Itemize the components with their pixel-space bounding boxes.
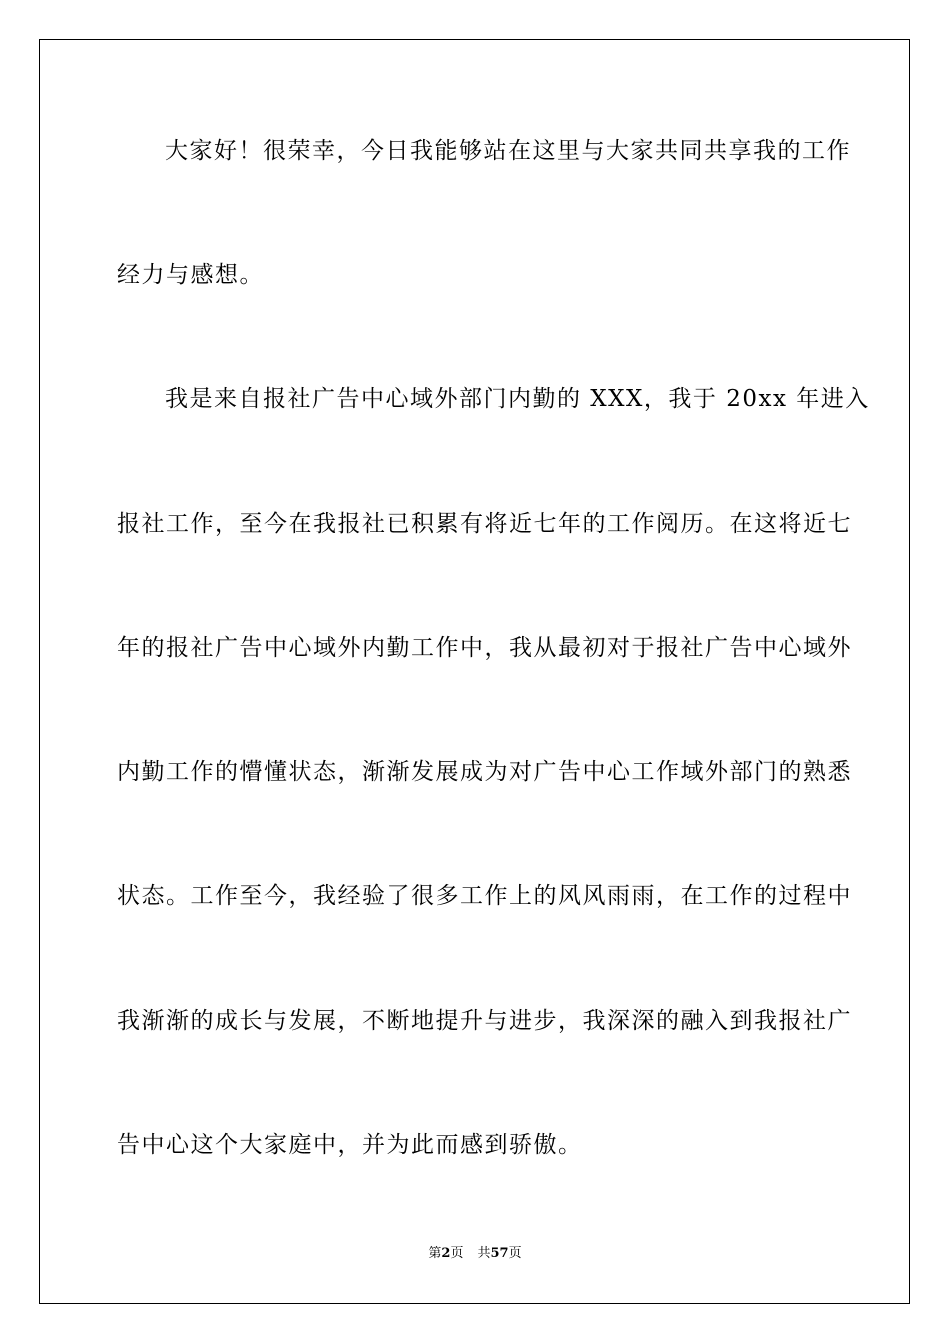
footer-total-pages: 57 (490, 1246, 509, 1261)
footer-page-prefix: 第 (428, 1246, 442, 1261)
paragraph-1-line-2: 经力与感想。 (117, 262, 264, 288)
paragraph-2-line-2: 报社工作，至今在我报社已积累有将近七年的工作阅历。在这将近七 (117, 511, 852, 537)
paragraph-2-line-4: 内勤工作的懵懂状态，渐渐发展成为对广告中心工作域外部门的熟悉 (117, 759, 852, 785)
page-border (39, 39, 910, 1304)
page-footer (0, 1245, 950, 1263)
paragraph-2-line-7: 告中心这个大家庭中，并为此而感到骄傲。 (117, 1132, 583, 1158)
footer-total-unit: 页 (508, 1246, 522, 1261)
paragraph-2-line-3: 年的报社广告中心域外内勤工作中，我从最初对于报社广告中心域外 (117, 635, 852, 661)
footer-page-unit: 页 (450, 1246, 464, 1261)
paragraph-1-line-1: 大家好！很荣幸，今日我能够站在这里与大家共同共享我的工作 (165, 138, 851, 164)
paragraph-2-line-6: 我渐渐的成长与发展，不断地提升与进步，我深深的融入到我报社广 (117, 1008, 852, 1034)
paragraph-2-line-1: 我是来自报社广告中心域外部门内勤的 XXX，我于 20xx 年进入 (165, 386, 870, 412)
paragraph-2-line-5: 状态。工作至今，我经验了很多工作上的风风雨雨，在工作的过程中 (117, 883, 852, 909)
footer-page-number: 2 (441, 1246, 451, 1261)
footer-total-prefix: 共 (477, 1246, 491, 1261)
